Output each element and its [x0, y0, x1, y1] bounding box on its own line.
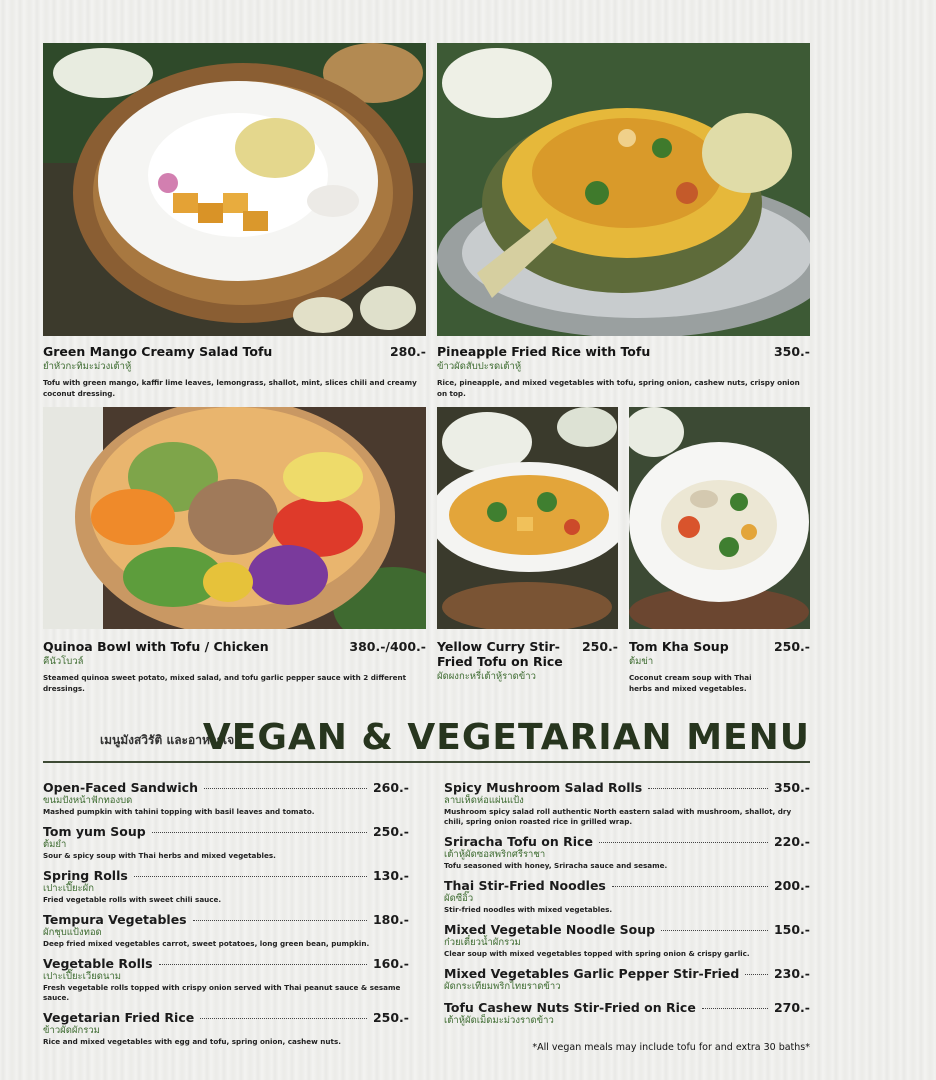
item-thai-name: ต้มยำ [43, 839, 67, 850]
item-thai-name: ข้าวผัดผักรวม [43, 1025, 100, 1036]
item-price: 270.- [773, 1000, 810, 1015]
item-name: Sriracha Tofu on Rice [444, 834, 593, 849]
dish-description: Steamed quinoa sweet potato, mixed salad, and tofu garlic pepper sauce with 2 different dressings. [43, 673, 407, 693]
item-description: Rice and mixed vegetables with egg and tofu, spring onion, cashew nuts. [43, 1037, 341, 1046]
dish-price: 250.- [773, 639, 810, 654]
item-thai-name: ผัดกระเทียมพริกไทยราดข้าว [444, 981, 561, 992]
item-price: 200.- [773, 878, 810, 893]
item-price: 160.- [372, 956, 409, 971]
item-description: Clear soup with mixed vegetables topped with spring onion & crispy garlic. [444, 949, 750, 958]
dish-thai-name: คีนัวโบวล์ [43, 656, 84, 667]
item-price: 260.- [372, 780, 409, 795]
item-thai-name: ก๋วยเตี๋ยวน้ำผักรวม [444, 937, 521, 948]
dish-price: 380.-/400.- [349, 639, 426, 654]
featured-dish-4 [437, 639, 618, 683]
title-divider [43, 761, 810, 763]
dot-leader [152, 832, 367, 833]
item-description: Mushroom spicy salad roll authentic North eastern salad with mushroom, shallot, dry chili, spring onion roasted rice in grilled wrap. [444, 807, 792, 826]
menu-item [43, 780, 409, 817]
dot-leader [200, 1018, 367, 1019]
dot-leader [204, 788, 367, 789]
menu-item [444, 878, 810, 915]
dot-leader [661, 930, 768, 931]
item-price: 220.- [773, 834, 810, 849]
menu-title-thai: เมนูมังสวิรัติ และอาหารเจ : [100, 733, 244, 747]
item-name: Open-Faced Sandwich [43, 780, 198, 795]
item-name: Vegetarian Fried Rice [43, 1010, 195, 1025]
menu-item [43, 1010, 409, 1047]
featured-dish-2 [437, 344, 810, 399]
menu-column-right [444, 780, 810, 1034]
dish-description: Rice, pineapple, and mixed vegetables with tofu, spring onion, cashew nuts, crispy onion on top. [437, 378, 800, 398]
dish-name: Yellow Curry Stir-Fried Tofu on Rice [437, 639, 563, 669]
dish-price: 280.- [389, 344, 426, 359]
menu-title [100, 710, 810, 758]
item-price: 150.- [773, 922, 810, 937]
item-description: Deep fried mixed vegetables carrot, sweet potatoes, long green bean, pumpkin. [43, 939, 370, 948]
item-name: Tofu Cashew Nuts Stir-Fried on Rice [444, 1000, 696, 1015]
item-thai-name: เต้าหู้ผัดซอสพริกศรีราชา [444, 849, 546, 860]
item-name: Spicy Mushroom Salad Rolls [444, 780, 643, 795]
item-thai-name: เปาะเปี๊ยะผัก [43, 883, 94, 894]
menu-item [43, 824, 409, 861]
dish-name: Tom Kha Soup [629, 639, 729, 654]
dish-description: Coconut cream soup with Thai herbs and mixed vegetables. [629, 673, 752, 693]
item-thai-name: เปาะเปี๊ยะเวียดนาม [43, 971, 122, 982]
menu-item [43, 912, 409, 949]
item-name: Vegetable Rolls [43, 956, 153, 971]
photo-green-mango-salad [43, 43, 426, 336]
item-name: Mixed Vegetables Garlic Pepper Stir-Fried [444, 966, 740, 981]
dish-name: Quinoa Bowl with Tofu / Chicken [43, 639, 269, 654]
item-description: Tofu seasoned with honey, Sriracha sauce and sesame. [444, 861, 668, 870]
item-description: Sour & spicy soup with Thai herbs and mixed vegetables. [43, 851, 276, 860]
featured-dish-1 [43, 344, 426, 399]
item-price: 250.- [372, 824, 409, 839]
dish-price: 250.- [581, 639, 618, 654]
dish-thai-name: ต้มข่า [629, 656, 654, 667]
dot-leader [702, 1008, 768, 1009]
photo-pineapple-fried-rice [437, 43, 810, 336]
item-name: Mixed Vegetable Noodle Soup [444, 922, 656, 937]
dish-price: 350.- [773, 344, 810, 359]
item-thai-name: เต้าหู้ผัดเม็ดมะม่วงราดข้าว [444, 1015, 554, 1026]
dot-leader [648, 788, 768, 789]
menu-item [444, 780, 810, 827]
dish-name: Green Mango Creamy Salad Tofu [43, 344, 273, 359]
menu-item [43, 956, 409, 1003]
dot-leader [612, 886, 768, 887]
menu-title-main: VEGAN & VEGETARIAN MENU [202, 717, 810, 758]
item-price: 230.- [773, 966, 810, 981]
photo-tom-kha-soup [629, 407, 810, 629]
item-name: Thai Stir-Fried Noodles [444, 878, 606, 893]
item-name: Tempura Vegetables [43, 912, 187, 927]
item-name: Tom yum Soup [43, 824, 146, 839]
dot-leader [599, 842, 768, 843]
footnote: *All vegan meals may include tofu for and extra 30 baths* [532, 1042, 810, 1053]
item-description: Stir-fried noodles with mixed vegetables. [444, 905, 613, 914]
dot-leader [193, 920, 367, 921]
item-thai-name: ลาบเห็ดห่อแผ่นแป้ง [444, 795, 524, 806]
featured-dish-3 [43, 639, 426, 694]
item-price: 130.- [372, 868, 409, 883]
dish-name: Pineapple Fried Rice with Tofu [437, 344, 651, 359]
dish-thai-name: ข้าวผัดสับปะรดเต้าหู้ [437, 361, 522, 372]
item-description: Fried vegetable rolls with sweet chili sauce. [43, 895, 222, 904]
item-price: 250.- [372, 1010, 409, 1025]
item-description: Mashed pumpkin with tahini topping with basil leaves and tomato. [43, 807, 315, 816]
menu-item [444, 922, 810, 959]
item-name: Spring Rolls [43, 868, 128, 883]
menu-item [444, 1000, 810, 1027]
item-thai-name: ผัดซีอิ๊ว [444, 893, 474, 904]
item-price: 350.- [773, 780, 810, 795]
dot-leader [745, 974, 768, 975]
photo-quinoa-bowl [43, 407, 426, 629]
dot-leader [134, 876, 367, 877]
menu-column-left [43, 780, 409, 1054]
dish-thai-name: ผัดผงกะหรี่เต้าหู้ราดข้าว [437, 671, 536, 682]
item-price: 180.- [372, 912, 409, 927]
item-description: Fresh vegetable rolls topped with crispy onion served with Thai peanut sauce & sesame sauce. [43, 983, 401, 1002]
dish-thai-name: ยำหัวกะทิมะม่วงเต้าหู้ [43, 361, 132, 372]
photo-yellow-curry [437, 407, 618, 629]
featured-dish-5 [629, 639, 810, 694]
menu-item [444, 834, 810, 871]
dish-description: Tofu with green mango, kaffir lime leaves, lemongrass, shallot, mint, slices chili and creamy coconut dressing. [43, 378, 417, 398]
menu-item [43, 868, 409, 905]
dot-leader [159, 964, 367, 965]
menu-item [444, 966, 810, 993]
item-thai-name: ผักชุบแป้งทอด [43, 927, 102, 938]
item-thai-name: ขนมปังหน้าฟักทองบด [43, 795, 133, 806]
